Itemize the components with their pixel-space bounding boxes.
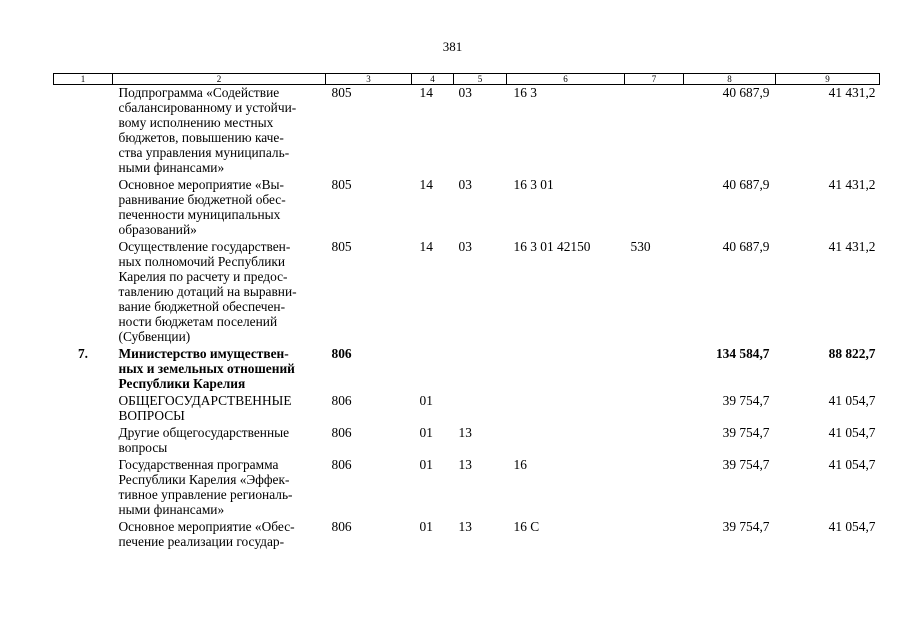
column-header: 4 [412,74,454,85]
amount-year-1: 40 687,9 [722,85,770,100]
row-name-line: ства управления муниципаль- [118,145,290,160]
row-name-line: вому исполнению местных [118,115,274,130]
row-name [113,517,326,549]
subsection-code: 13 [458,457,472,472]
column-header: 8 [684,74,776,85]
row-name-line: Республики Карелия «Эффек- [118,472,290,487]
target-article-code [507,423,625,455]
row-name-line: вание бюджетной обеспечен- [118,299,286,314]
subsection-code: 03 [458,239,472,254]
target-article-code: 16 С [513,519,540,534]
section-code: 01 [419,425,433,440]
row-number [54,85,113,176]
amount-year-1: 39 754,7 [722,393,770,408]
subsection-code [454,391,507,423]
amount-year-2: 41 431,2 [828,85,876,100]
column-header: 7 [625,74,684,85]
row-number [54,517,113,549]
row-name-line: тавлению дотаций на выравни- [118,284,297,299]
row-name-line: Карелия по расчету и предос- [118,269,288,284]
expense-type-code [625,85,684,176]
amount-year-1: 39 754,7 [722,425,770,440]
expense-type-code [625,423,684,455]
row-name-line: Министерство имуществен- [118,346,289,361]
table-body [54,85,880,550]
row-name-line: равнивание бюджетной обес- [118,192,286,207]
row-number [54,423,113,455]
amount-year-1: 39 754,7 [722,519,770,534]
section-code: 14 [419,85,433,100]
budget-table [53,73,880,549]
ministry-code: 806 [331,346,352,361]
amount-year-2: 41 054,7 [828,425,876,440]
row-number: 7. [77,346,89,361]
row-name-line: ных полномочий Республики [118,254,286,269]
section-code: 14 [419,177,433,192]
row-name [113,455,326,517]
row-name [113,85,326,176]
column-number-header-row [54,74,880,85]
amount-year-1: 134 584,7 [715,346,770,361]
row-name-line: Другие общегосударственные [118,425,290,440]
row-name-line: бюджетов, повышению каче- [118,130,284,145]
amount-year-1: 40 687,9 [722,177,770,192]
ministry-code: 806 [331,519,352,534]
row-name-line: печенности муниципальных [118,207,281,222]
section-code: 01 [419,457,433,472]
row-number [54,237,113,344]
subsection-code: 13 [458,425,472,440]
row-name-line: образований» [118,222,197,237]
amount-year-1: 39 754,7 [722,457,770,472]
row-number [54,175,113,237]
table-row [54,175,880,237]
row-name [113,391,326,423]
expense-type-code: 530 [630,239,651,254]
row-name-line: Осуществление государствен- [118,239,291,254]
row-name-line: ными финансами» [118,502,225,517]
amount-year-2: 41 431,2 [828,177,876,192]
amount-year-2: 41 431,2 [828,239,876,254]
column-header: 3 [326,74,412,85]
row-number [54,455,113,517]
row-number [54,391,113,423]
amount-year-2: 41 054,7 [828,393,876,408]
row-name-line: (Субвенции) [118,329,191,344]
target-article-code: 16 3 01 [513,177,554,192]
target-article-code [507,344,625,391]
row-name-line: сбалансированному и устойчи- [118,100,297,115]
row-name-line: тивное управление региональ- [118,487,293,502]
amount-year-2: 41 054,7 [828,519,876,534]
column-header: 5 [454,74,507,85]
section-code: 01 [419,393,433,408]
ministry-code: 805 [331,239,352,254]
ministry-code: 806 [331,393,352,408]
table-row [54,237,880,344]
table-row [54,85,880,176]
table-row [54,455,880,517]
expense-type-code [625,517,684,549]
expense-type-code [625,175,684,237]
column-header: 9 [776,74,880,85]
section-code [412,344,454,391]
subsection-code: 03 [458,85,472,100]
row-name-line: вопросы [118,440,168,455]
ministry-code: 806 [331,425,352,440]
column-header: 6 [507,74,625,85]
expense-type-code [625,455,684,517]
row-name [113,237,326,344]
amount-year-2: 88 822,7 [828,346,876,361]
table-row [54,391,880,423]
row-name [113,344,326,391]
row-name-line: Республики Карелия [118,376,246,391]
row-name [113,423,326,455]
row-name-line: ВОПРОСЫ [118,408,185,423]
target-article-code: 16 3 [513,85,537,100]
target-article-code: 16 3 01 42150 [513,239,591,254]
amount-year-1: 40 687,9 [722,239,770,254]
subsection-code: 13 [458,519,472,534]
subsection-code [454,344,507,391]
page-number: 381 [442,39,463,54]
column-header: 1 [54,74,113,85]
amount-year-2: 41 054,7 [828,457,876,472]
table-row [54,344,880,391]
row-name-line: ными финансами» [118,160,225,175]
row-name-line: Подпрограмма «Содействие [118,85,280,100]
subsection-code: 03 [458,177,472,192]
target-article-code: 16 [513,457,527,472]
section-code: 01 [419,519,433,534]
row-name-line: Основное мероприятие «Обес- [118,519,295,534]
row-name-line: ности бюджетам поселений [118,314,278,329]
row-name-line: Государственная программа [118,457,279,472]
row-name-line: Основное мероприятие «Вы- [118,177,284,192]
column-header: 2 [113,74,326,85]
target-article-code [507,391,625,423]
row-name-line: ОБЩЕГОСУДАРСТВЕННЫЕ [118,393,292,408]
row-name-line: печение реализации государ- [118,534,285,549]
table-row [54,423,880,455]
expense-type-code [625,344,684,391]
row-name-line: ных и земельных отношений [118,361,295,376]
ministry-code: 805 [331,85,352,100]
ministry-code: 806 [331,457,352,472]
expense-type-code [625,391,684,423]
section-code: 14 [419,239,433,254]
row-name [113,175,326,237]
ministry-code: 805 [331,177,352,192]
table-row [54,517,880,549]
